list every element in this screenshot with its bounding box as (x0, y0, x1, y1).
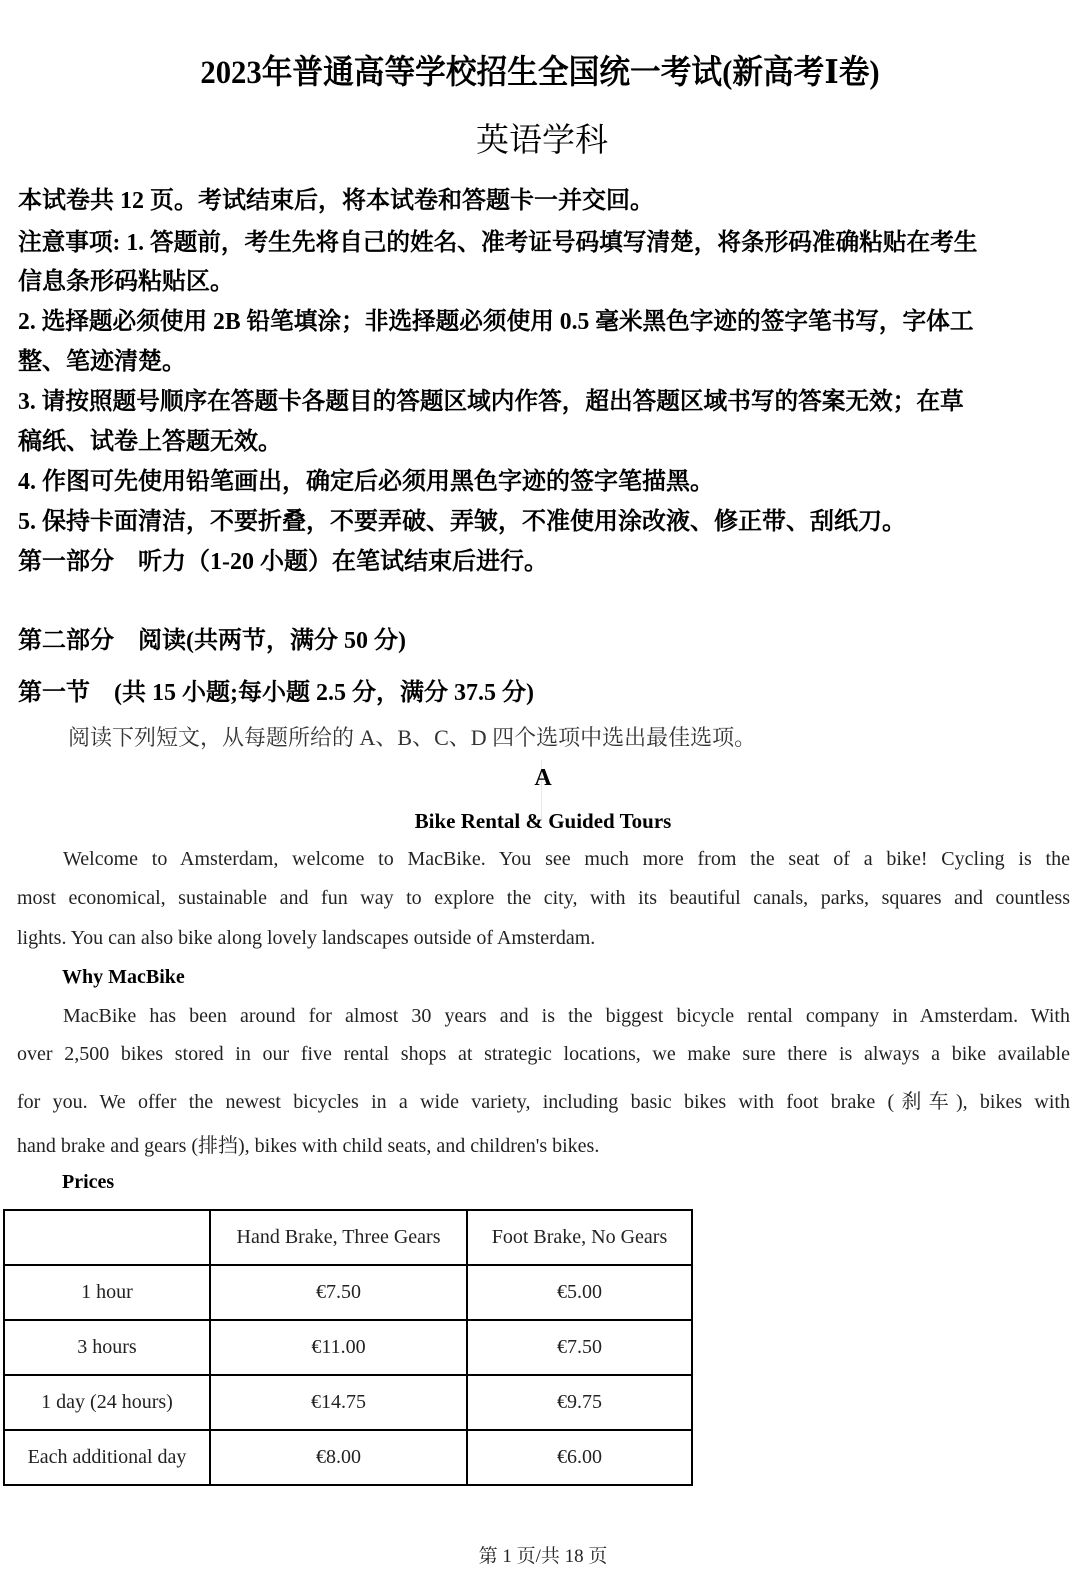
exam-title: 2023年普通高等学校招生全国统一考试(新高考Ⅰ卷) (200, 55, 880, 91)
instruction-line-6: 3. 请按照题号顺序在答题卡各题目的答题区域内作答，超出答题区域书写的答案无效；在草 (18, 389, 964, 415)
instruction-line-9: 5. 保持卡面清洁，不要折叠，不要弄破、弄皱，不准使用涂改液、修正带、刮纸刀。 (18, 509, 906, 535)
intro-line-3: lights. You can also bike along lovely landscapes outside of Amsterdam. (17, 927, 596, 949)
why-line-3: for you. We offer the newest bicycles in a wide variety, including basic bikes with foot brake (刹车), bikes with (17, 1091, 1070, 1113)
prices-table (3, 1209, 693, 1486)
instruction-line-7: 稿纸、试卷上答题无效。 (18, 429, 282, 455)
page-indicator: 第 1 页/共 18 页 (478, 1546, 608, 1567)
intro-line-1: Welcome to Amsterdam, welcome to MacBike. You see much more from the seat of a bike! Cycling is the (63, 848, 1070, 870)
why-line-4: hand brake and gears (排挡), bikes with child seats, and children's bikes. (17, 1135, 600, 1157)
instruction-line-3: 信息条形码粘贴区。 (18, 269, 234, 295)
prices-heading: Prices (62, 1171, 115, 1193)
table-cell: €5.00 (467, 1265, 692, 1320)
reading-directions: 阅读下列短文，从每题所给的 A、B、C、D 四个选项中选出最佳选项。 (68, 725, 757, 750)
intro-line-2: most economical, sustainable and fun way to explore the city, with its beautiful canals, parks, squares and countless (17, 887, 1070, 909)
instruction-line-8: 4. 作图可先使用铅笔画出，确定后必须用黑色字迹的签字笔描黑。 (18, 469, 714, 495)
table-cell: 3 hours (4, 1320, 210, 1375)
instruction-line-1: 本试卷共 12 页。考试结束后，将本试卷和答题卡一并交回。 (18, 188, 654, 214)
table-cell: €7.50 (467, 1320, 692, 1375)
table-cell: 1 day (24 hours) (4, 1375, 210, 1430)
table-cell: €7.50 (210, 1265, 467, 1320)
instruction-line-2: 注意事项: 1. 答题前，考生先将自己的姓名、准考证号码填写清楚，将条形码准确粘贴在考生 (18, 230, 978, 256)
table-cell: €9.75 (467, 1375, 692, 1430)
table-cell: €6.00 (467, 1430, 692, 1485)
passage-label: A (534, 765, 552, 791)
table-header-row (4, 1210, 692, 1265)
why-macbike-heading: Why MacBike (62, 966, 185, 988)
table-cell: €14.75 (210, 1375, 467, 1430)
part-two-heading: 第二部分 阅读(共两节，满分 50 分) (18, 628, 406, 654)
subject-title: 英语学科 (476, 123, 608, 159)
table-header-cell: Hand Brake, Three Gears (210, 1210, 467, 1265)
table-cell: 1 hour (4, 1265, 210, 1320)
section-one-heading: 第一节 (共 15 小题;每小题 2.5 分，满分 37.5 分) (18, 680, 534, 706)
passage-title: Bike Rental & Guided Tours (414, 809, 672, 833)
why-line-1: MacBike has been around for almost 30 years and is the biggest bicycle rental company in Amsterdam. With (63, 1005, 1070, 1027)
table-cell: €11.00 (210, 1320, 467, 1375)
table-row (4, 1430, 692, 1485)
table-row (4, 1375, 692, 1430)
why-line-2: over 2,500 bikes stored in our five rental shops at strategic locations, we make sure there is always a bike available (17, 1043, 1070, 1065)
instruction-line-5: 整、笔迹清楚。 (18, 349, 186, 375)
table-cell: €8.00 (210, 1430, 467, 1485)
listening-note: 第一部分 听力（1-20 小题）在笔试结束后进行。 (18, 549, 548, 575)
instruction-line-4: 2. 选择题必须使用 2B 铅笔填涂；非选择题必须使用 0.5 毫米黑色字迹的签字笔书写，字体工 (18, 309, 974, 335)
table-row (4, 1320, 692, 1375)
table-header-cell: Foot Brake, No Gears (467, 1210, 692, 1265)
table-header-cell (4, 1210, 210, 1265)
table-cell: Each additional day (4, 1430, 210, 1485)
table-row (4, 1265, 692, 1320)
